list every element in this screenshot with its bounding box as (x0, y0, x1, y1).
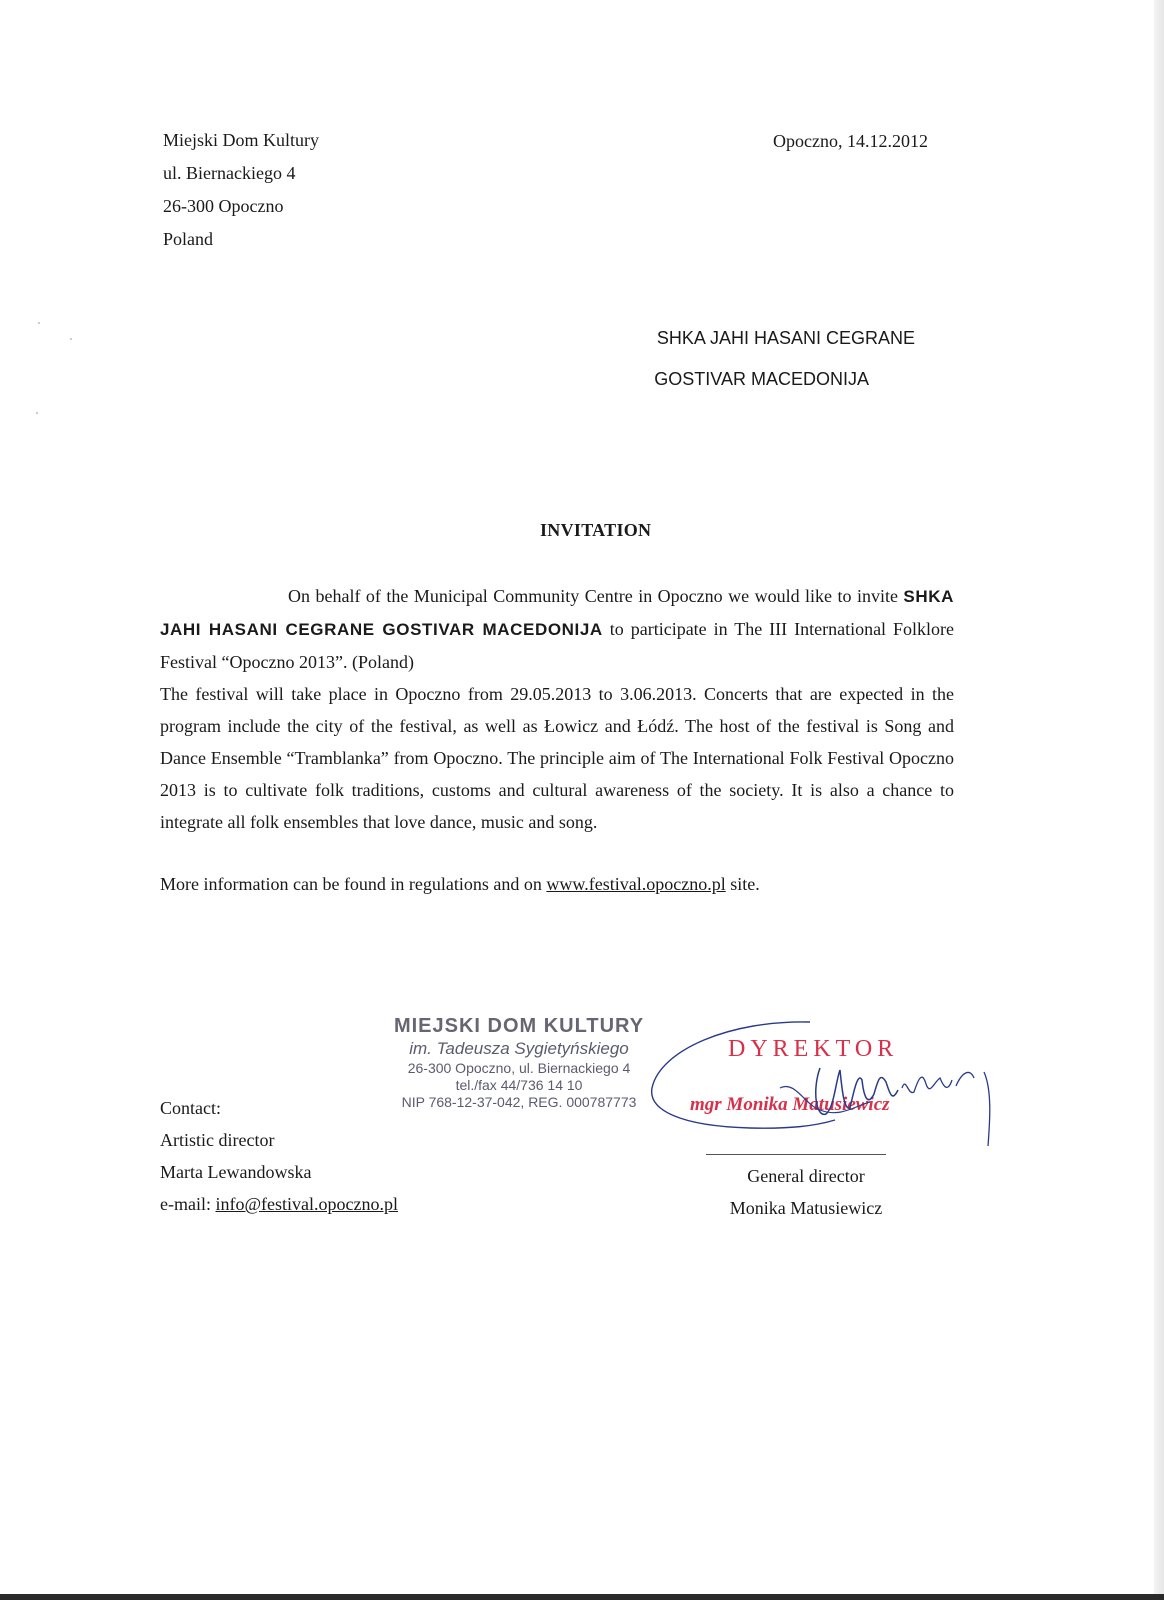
invited-ensemble: SHKA JAHI HASANI CEGRANE GOSTIVAR MACEDONIJA (160, 587, 954, 639)
institution-stamp (392, 1014, 646, 1111)
contact-name: Marta Lewandowska (160, 1162, 312, 1182)
letter-date: Opoczno, 14.12.2012 (773, 131, 928, 151)
scan-speck (38, 322, 40, 324)
paragraph-invitation (160, 580, 954, 678)
letter-body (160, 580, 954, 900)
scan-speck (36, 412, 38, 414)
recipient-line-2: GOSTIVAR MACEDONIJA (654, 369, 869, 389)
sender-address (163, 124, 319, 256)
stamp-line-5: NIP 768-12-37-042, REG. 000787773 (401, 1094, 637, 1110)
director-name: Monika Matusiewicz (729, 1198, 883, 1218)
scan-border (0, 1594, 1164, 1600)
email-label: e-mail: (160, 1194, 211, 1214)
director-role: General director (747, 1166, 865, 1186)
recipient-address (560, 318, 915, 400)
contact-block (160, 1092, 398, 1220)
director-stamp-title: DYREKTOR (728, 1036, 899, 1062)
sender-line: Poland (163, 229, 214, 249)
stamp-line-2: im. Tadeusza Sygietyńskiego (409, 1039, 629, 1058)
recipient-line-1: SHKA JAHI HASANI CEGRANE (656, 328, 915, 348)
more-info-end: site. (730, 874, 760, 894)
stamp-line-1: MIEJSKI DOM KULTURY (393, 1015, 645, 1037)
contact-role: Artistic director (160, 1130, 275, 1150)
more-info-start: More information can be found in regulations and on (160, 874, 542, 894)
paragraph-more-info (160, 868, 954, 900)
page-edge (1154, 0, 1164, 1600)
signature-line (706, 1154, 886, 1155)
sender-line: 26-300 Opoczno (163, 196, 284, 216)
director-stamp-name: mgr Monika Matusiewicz (690, 1094, 890, 1115)
signature-drawing (640, 1010, 1010, 1160)
stamp-line-3: 26-300 Opoczno, ul. Biernackiego 4 (407, 1060, 631, 1076)
document-title: INVITATION (540, 520, 652, 540)
director-block (706, 1160, 906, 1224)
contact-email-link[interactable]: info@festival.opoczno.pl (215, 1194, 399, 1214)
scan-speck (70, 338, 72, 340)
invitation-end: to participate in The III International Folklore Festival “Opoczno 2013”. (Poland) (160, 619, 955, 672)
sender-line: ul. Biernackiego 4 (163, 163, 296, 183)
invitation-start: On behalf of the Municipal Community Centre in Opoczno we would like to invite (288, 586, 898, 606)
festival-website-link[interactable]: www.festival.opoczno.pl (546, 874, 726, 894)
sender-line: Miejski Dom Kultury (163, 130, 319, 150)
paragraph-festival: The festival will take place in Opoczno from 29.05.2013 to 3.06.2013. Concerts that are expected in the program include the city of the festival, as well as Łowicz and Łódź. The host of the festival is Song and Dance Ensemble “Tramblanka” from Opoczno. The principle aim of The International Folk Festival Opoczno 2013 is to cultivate folk traditions, customs and cultural awareness of the society. It is also a chance to integrate all folk ensembles that love dance, music and song. (160, 684, 954, 832)
contact-label: Contact: (160, 1098, 221, 1118)
stamp-line-4: tel./fax 44/736 14 10 (455, 1077, 583, 1093)
contact-email-row (160, 1188, 398, 1220)
